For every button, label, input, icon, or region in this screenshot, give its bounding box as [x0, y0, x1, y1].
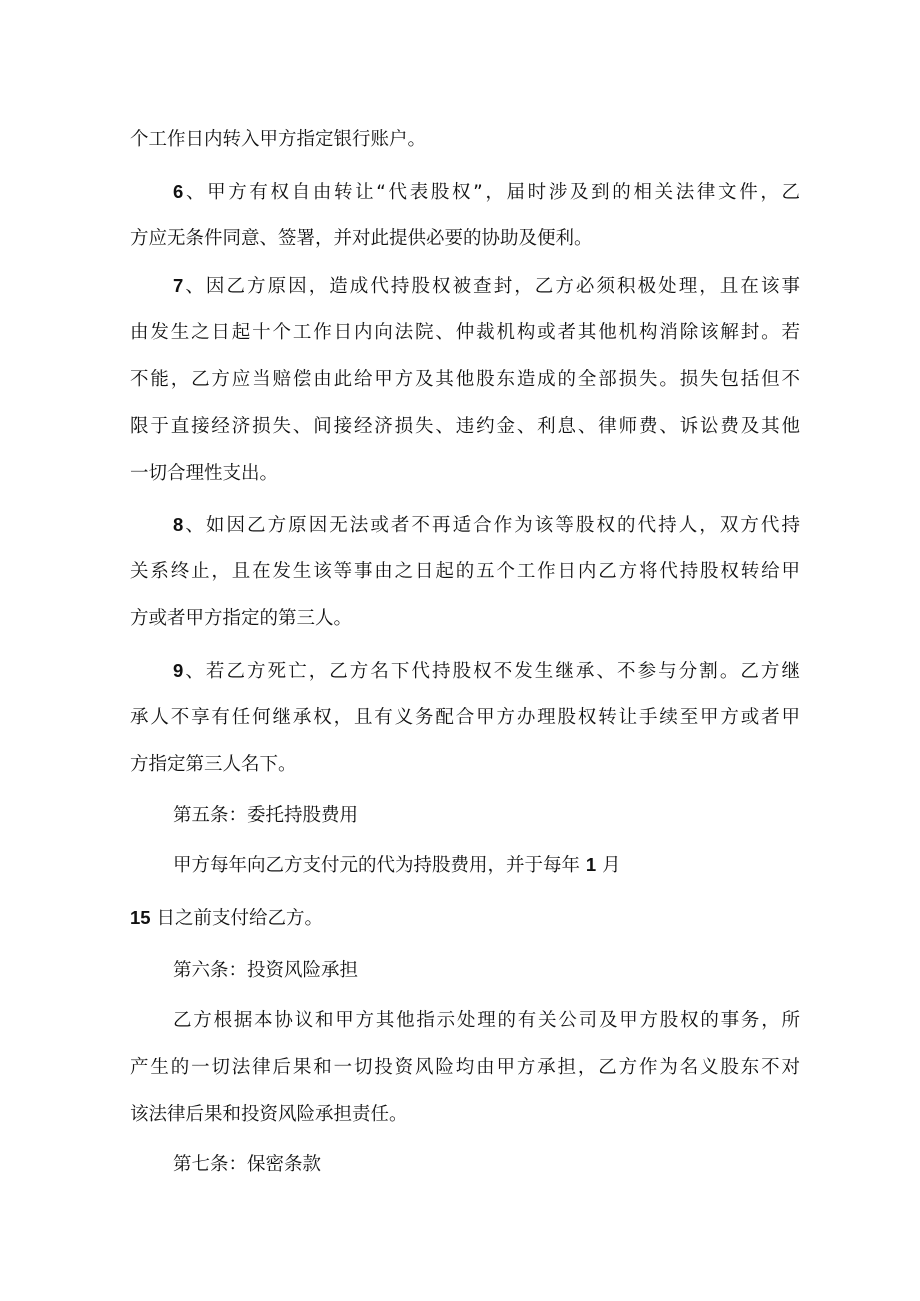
article-6-line-3: 该法律后果和投资风险承担责任。 [130, 1104, 408, 1125]
article-5-heading: 第五条：委托持股费用 [173, 805, 359, 826]
clause-8-line-2: 关系终止，且在发生该等事由之日起的五个工作日内乙方将代持股权转给甲 [130, 561, 800, 582]
clause-7-line-3: 不能，乙方应当赔偿由此给甲方及其他股东造成的全部损失。损失包括但不 [130, 369, 800, 390]
clause-7-line-5: 一切合理性支出。 [130, 463, 279, 484]
article-5-line-1: 甲方每年向乙方支付元的代为持股费用，并于每年 1 月 [173, 854, 621, 876]
clause-9-line-1: 9、若乙方死亡，乙方名下代持股权不发生继承、不参与分割。乙方继 [173, 660, 800, 682]
clause-6-line-1: 6、甲方有权自由转让“代表股权”，届时涉及到的相关法律文件，乙 [173, 181, 800, 203]
clause-6-line-2: 方应无条件同意、签署，并对此提供必要的协助及便利。 [130, 228, 593, 249]
day-number: 15 [130, 907, 151, 928]
clause-number: 9 [173, 660, 184, 681]
clause-7-line-4: 限于直接经济损失、间接经济损失、违约金、利息、律师费、诉讼费及其他 [130, 416, 800, 437]
article-5-line-2: 15 日之前支付给乙方。 [130, 907, 323, 929]
article-6-line-2: 产生的一切法律后果和一切投资风险均由甲方承担，乙方作为名义股东不对 [130, 1057, 800, 1078]
clause-7-line-2: 由发生之日起十个工作日内向法院、仲裁机构或者其他机构消除该解封。若 [130, 322, 800, 343]
clause-7-line-1: 7、因乙方原因，造成代持股权被查封，乙方必须积极处理，且在该事 [173, 275, 800, 297]
continuation-line: 个工作日内转入甲方指定银行账户。 [130, 129, 427, 150]
clause-number: 7 [173, 275, 184, 296]
clause-9-line-3: 方指定第三人名下。 [130, 754, 297, 775]
clause-8-line-1: 8、如因乙方原因无法或者不再适合作为该等股权的代持人，双方代持 [173, 514, 800, 536]
clause-9-line-2: 承人不享有任何继承权，且有义务配合甲方办理股权转让手续至甲方或者甲 [130, 707, 800, 728]
article-6-line-1: 乙方根据本协议和甲方其他指示处理的有关公司及甲方股权的事务，所 [173, 1010, 800, 1031]
clause-8-line-3: 方或者甲方指定的第三人。 [130, 608, 353, 629]
month-number: 1 [585, 854, 597, 875]
clause-number: 8 [173, 514, 184, 535]
article-7-heading: 第七条：保密条款 [173, 1154, 322, 1175]
clause-number: 6 [173, 181, 184, 202]
article-6-heading: 第六条：投资风险承担 [173, 960, 359, 981]
